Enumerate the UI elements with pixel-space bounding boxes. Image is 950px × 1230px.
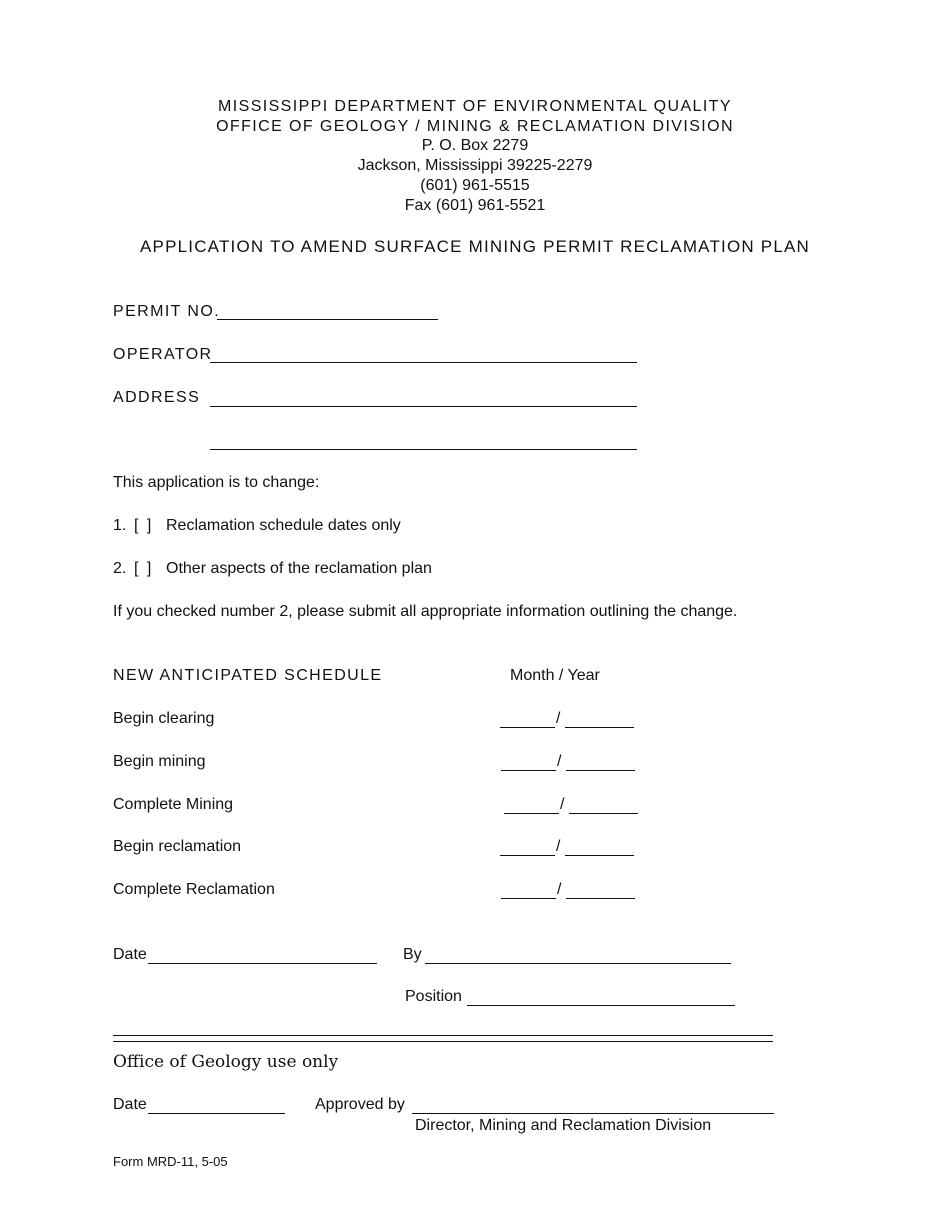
date-separator: / <box>557 753 562 770</box>
date-separator: / <box>557 881 562 898</box>
approver-title: Director, Mining and Reclamation Division <box>415 1117 712 1134</box>
date-field[interactable] <box>148 963 377 964</box>
signed-by-field[interactable] <box>425 963 731 964</box>
fax-number: Fax (601) 961-5521 <box>404 197 546 214</box>
schedule-label-begin-reclamation: Begin reclamation <box>113 838 242 855</box>
division-name: OFFICE OF GEOLOGY / MINING & RECLAMATION DIVISION <box>216 118 734 135</box>
operator-field[interactable] <box>210 362 637 363</box>
approved-by-field[interactable] <box>412 1113 774 1114</box>
schedule-label-begin-clearing: Begin clearing <box>113 710 215 727</box>
begin-clearing-year-field[interactable] <box>565 727 634 728</box>
form-title: APPLICATION TO AMEND SURFACE MINING PERMIT RECLAMATION PLAN <box>140 237 810 256</box>
office-use-heading: Office of Geology use only <box>113 1052 339 1072</box>
approved-by-label: Approved by <box>315 1096 405 1113</box>
operator-label: OPERATOR <box>113 346 213 363</box>
begin-reclamation-year-field[interactable] <box>565 855 634 856</box>
option-1-number: 1. <box>113 517 127 534</box>
office-date-field[interactable] <box>148 1113 285 1114</box>
complete-reclamation-year-field[interactable] <box>566 898 635 899</box>
city-state-zip: Jackson, Mississippi 39225-2279 <box>357 157 593 174</box>
option-2-note: If you checked number 2, please submit all appropriate information outlining the change. <box>113 603 738 620</box>
po-box: P. O. Box 2279 <box>421 137 529 154</box>
form-id: Form MRD-11, 5-05 <box>113 1154 228 1169</box>
month-year-header: Month / Year <box>510 667 600 684</box>
permit-no-label: PERMIT NO. <box>113 303 221 320</box>
double-rule-divider <box>113 1035 773 1042</box>
schedule-label-complete-reclamation: Complete Reclamation <box>113 881 275 898</box>
begin-mining-year-field[interactable] <box>566 770 635 771</box>
address-line-1-field[interactable] <box>210 406 637 407</box>
schedule-label-begin-mining: Begin mining <box>113 753 206 770</box>
date-separator: / <box>556 838 561 855</box>
other-aspects-checkbox[interactable]: [ ] <box>134 560 154 577</box>
by-label: By <box>403 946 422 963</box>
position-field[interactable] <box>467 1005 735 1006</box>
complete-mining-month-field[interactable] <box>504 813 559 814</box>
schedule-heading: NEW ANTICIPATED SCHEDULE <box>113 667 383 684</box>
begin-reclamation-month-field[interactable] <box>500 855 555 856</box>
complete-reclamation-month-field[interactable] <box>501 898 556 899</box>
address-label: ADDRESS <box>113 389 201 406</box>
option-1-label: Reclamation schedule dates only <box>166 517 401 534</box>
date-separator: / <box>556 710 561 727</box>
position-label: Position <box>405 988 462 1005</box>
option-2-number: 2. <box>113 560 127 577</box>
schedule-label-complete-mining: Complete Mining <box>113 796 234 813</box>
complete-mining-year-field[interactable] <box>569 813 638 814</box>
date-label: Date <box>113 946 147 963</box>
reclamation-dates-checkbox[interactable]: [ ] <box>134 517 154 534</box>
address-line-2-field[interactable] <box>210 449 637 450</box>
phone-number: (601) 961-5515 <box>420 177 530 194</box>
office-date-label: Date <box>113 1096 147 1113</box>
agency-name: MISSISSIPPI DEPARTMENT OF ENVIRONMENTAL QUALITY <box>218 98 732 115</box>
begin-mining-month-field[interactable] <box>501 770 556 771</box>
option-2-label: Other aspects of the reclamation plan <box>166 560 432 577</box>
permit-no-field[interactable] <box>217 319 438 320</box>
date-separator: / <box>560 796 565 813</box>
begin-clearing-month-field[interactable] <box>500 727 555 728</box>
change-intro: This application is to change: <box>113 474 320 491</box>
